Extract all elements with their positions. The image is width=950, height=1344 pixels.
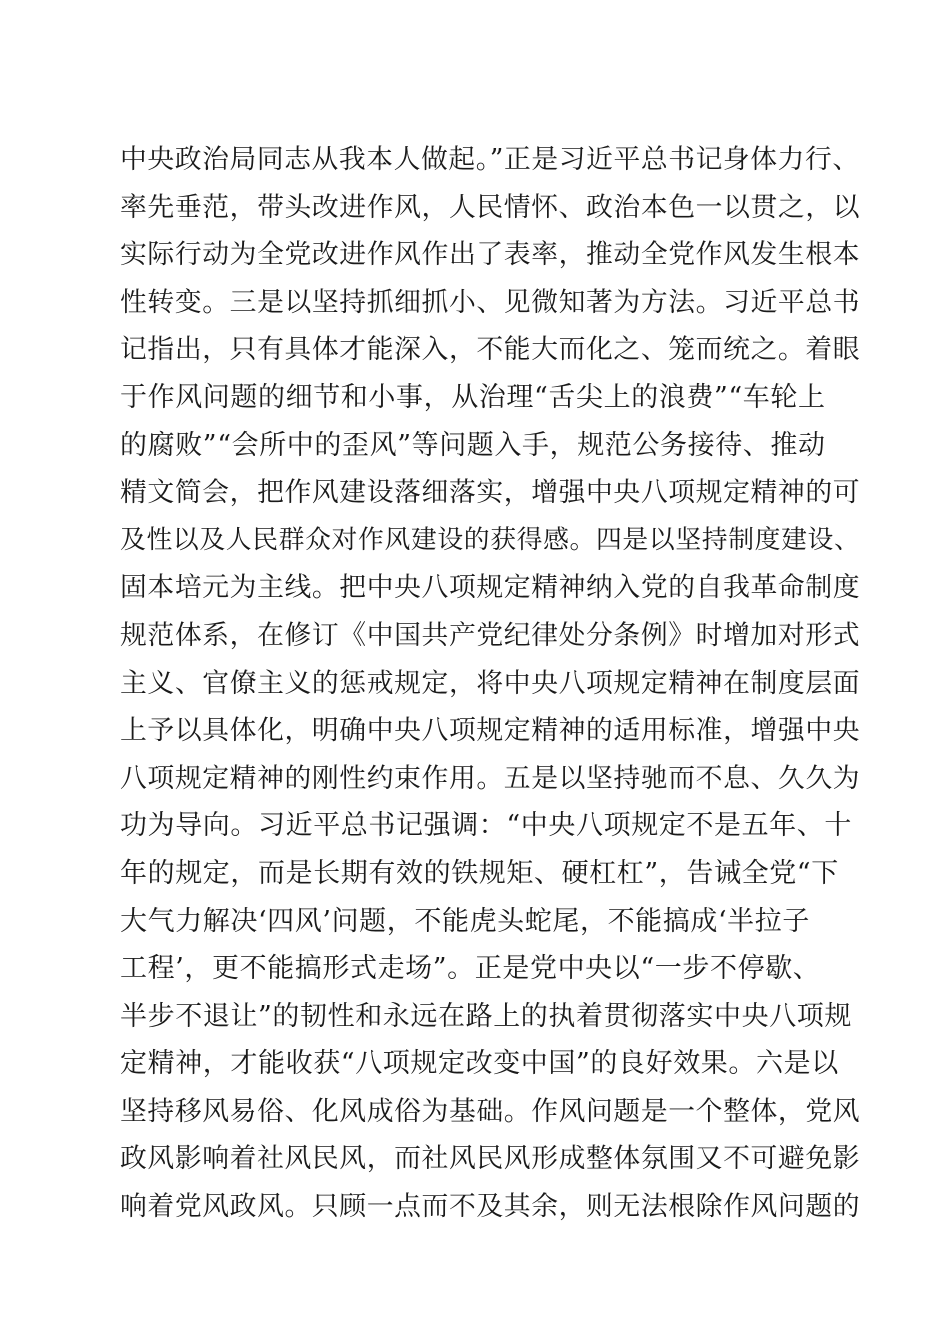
text-line: 实际行动为全党改进作风作出了表率，推动全党作风发生根本: [120, 239, 861, 271]
text-line: 政风影响着社风民风，而社风民风形成整体氛围又不可避免影: [120, 1143, 861, 1175]
text-line: 八项规定精神的刚性约束作用。五是以坚持驰而不息、久久为: [120, 762, 861, 794]
text-line: 及性以及人民群众对作风建设的获得感。四是以坚持制度建设、: [120, 524, 861, 555]
body-paragraph: [120, 136, 860, 1231]
text-line: 的腐败”“会所中的歪风”等问题入手，规范公务接待、推动: [120, 429, 826, 461]
text-line: 年的规定，而是长期有效的铁规矩、硬杠杠”，告诫全党“下: [120, 857, 839, 889]
text-line: 半步不退让”的韧性和永远在路上的执着贯彻落实中央八项规: [120, 1000, 853, 1032]
text-line: 坚持移风易俗、化风成俗为基础。作风问题是一个整体，党风: [120, 1095, 861, 1127]
text-line: 精文简会，把作风建设落细落实，增强中央八项规定精神的可: [120, 477, 861, 509]
text-line: 功为导向。习近平总书记强调：“中央八项规定不是五年、十: [120, 810, 853, 842]
text-line: 于作风问题的细节和小事，从治理“舌尖上的浪费”“车轮上: [120, 381, 826, 413]
text-line: 大气力解决‘四风’问题，不能虎头蛇尾，不能搞成‘半拉子: [120, 905, 810, 937]
text-line: 响着党风政风。只顾一点而不及其余，则无法根除作风问题的: [120, 1191, 861, 1223]
text-line: 规范体系，在修订《中国共产党纪律处分条例》时增加对形式: [120, 619, 861, 651]
text-line: 中央政治局同志从我本人做起。”正是习近平总书记身体力行、: [120, 144, 860, 175]
text-line: 工程’，更不能搞形式走场”。正是党中央以“一步不停歇、: [120, 953, 821, 985]
text-line: 记指出，只有具体才能深入，不能大而化之、笼而统之。着眼: [120, 334, 861, 366]
text-line: 主义、官僚主义的惩戒规定，将中央八项规定精神在制度层面: [120, 667, 861, 699]
text-line: 性转变。三是以坚持抓细抓小、见微知著为方法。习近平总书: [120, 286, 861, 318]
text-line: 率先垂范，带头改进作风，人民情怀、政治本色一以贯之，以: [120, 191, 861, 223]
text-line: 上予以具体化，明确中央八项规定精神的适用标准，增强中央: [120, 715, 861, 747]
text-line: 定精神，才能收获“八项规定改变中国”的良好效果。六是以: [120, 1048, 839, 1080]
text-line: 固本培元为主线。把中央八项规定精神纳入党的自我革命制度: [120, 572, 861, 604]
